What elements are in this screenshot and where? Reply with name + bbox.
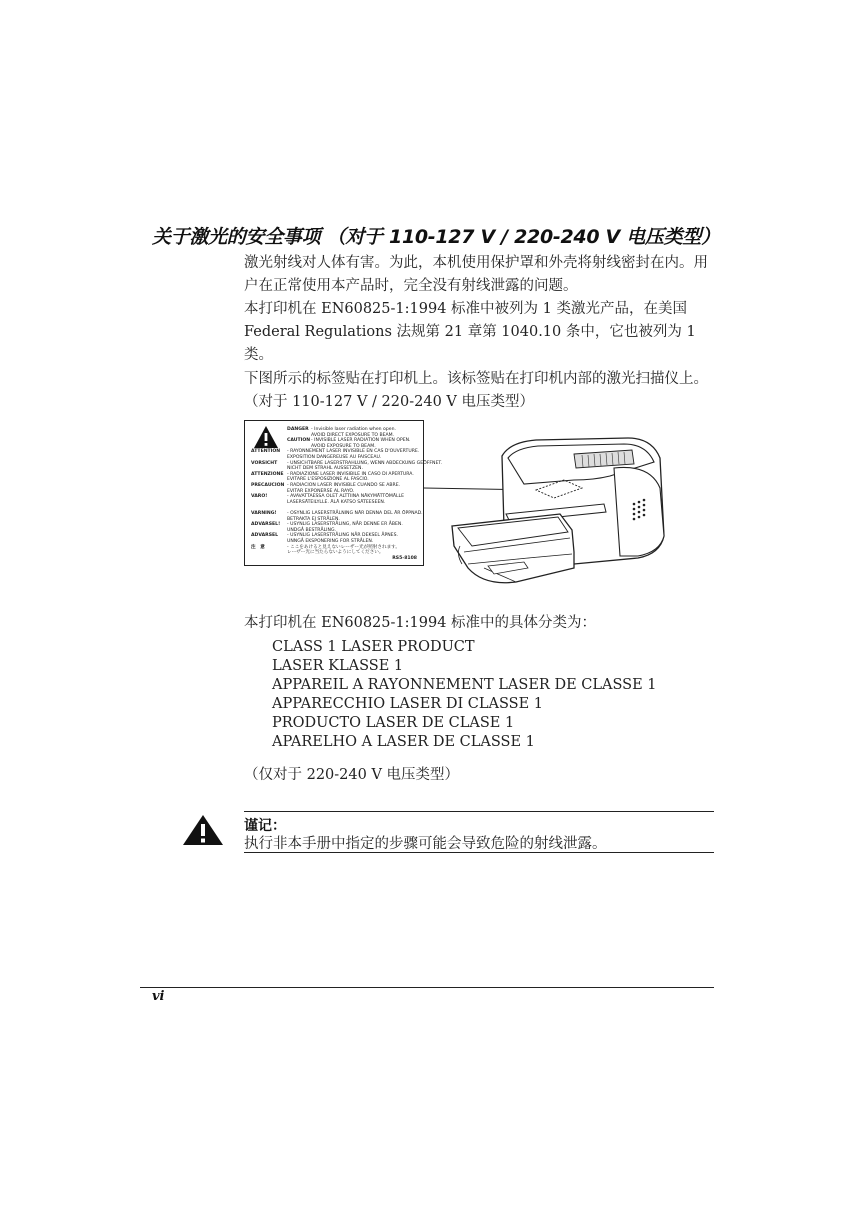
- label-language-key: DANGER: [287, 427, 309, 432]
- label-row: [245, 550, 423, 556]
- class-item: LASER KLASSE 1: [272, 658, 404, 674]
- label-warning-text: LASERSÄTEILYLLE. ÄLÄ KATSO SÄTEESEEN.: [287, 499, 386, 505]
- class-item: APPARECCHIO LASER DI CLASSE 1: [272, 696, 544, 712]
- label-warning-text: レーザー光に当たらないようにしてください。: [287, 550, 384, 556]
- label-warning-text: UNNGÅ EKSPONERING FOR STRÅLEN.: [287, 539, 374, 544]
- label-language-key: ATTENZIONE: [251, 471, 284, 477]
- label-language-key: VORSICHT: [251, 460, 278, 466]
- label-warning-text: NICHT DEM STRAHL AUSSETZEN.: [287, 466, 363, 472]
- label-warning-text: EVITARE L'ESPOSIZIONE AL FASCIO.: [287, 477, 369, 483]
- label-language-key: ATTENTION: [251, 449, 281, 455]
- laser-warning-label: [244, 420, 443, 566]
- label-code: RS5-8108: [392, 556, 417, 561]
- label-warning-text: UNDGÅ BESTRÅLING.: [287, 527, 336, 533]
- label-warning-text: - RAYONNEMENT LASER INVISIBLE EN CAS D'OUVERTURE.: [287, 449, 420, 455]
- label-warning-text: - ここをあけると見えないレーザー光が照射されます。: [287, 544, 401, 550]
- classification-paragraph: 本打印机在 EN60825-1:1994 标准中被列为 1 类激光产品，在美国 Federal Regulations 法规第 21 章第 1040.10 条中，它也被列为 1 类。: [244, 301, 696, 363]
- label-language-key: PRECAUCION: [251, 483, 285, 488]
- label-warning-text: BETRAKTA EJ STRÅLEN.: [287, 516, 340, 522]
- label-warning-text: - AVAVATTAESSA OLET ALTTIINA NÄKYMÄTTÖMÄLLE: [287, 494, 404, 500]
- label-warning-text: - UNSICHTBARE LASERSTRAHLUNG, WENN ABDECKUNG GEÖFFNET.: [287, 460, 443, 466]
- page-number: vi: [152, 989, 165, 1004]
- label-warning-text: - Invisible laser radiation when open.: [311, 427, 396, 432]
- caution-bottom-rule: [244, 852, 714, 853]
- label-warning-text: AVOID DIRECT EXPOSURE TO BEAM.: [311, 432, 395, 438]
- label-warning-text: - USYNLIG LASERSTRÅLING NÅR DEKSEL ÅPNES.: [287, 533, 398, 539]
- class-item: APARELHO A LASER DE CLASSE 1: [272, 734, 535, 750]
- label-language-key: CAUTION: [287, 438, 311, 444]
- label-language-key: ADVARSEL: [251, 533, 279, 539]
- label-language-key: VARO!: [251, 494, 268, 500]
- footer-rule: [140, 987, 714, 988]
- label-warning-text: EVITAR EXPONERSE AL RAYO.: [287, 488, 355, 494]
- label-warning-text: - INVISIBLE LASER RADIATION WHEN OPEN.: [311, 438, 411, 444]
- caution-top-rule: [244, 811, 714, 812]
- laser-class-list: [272, 638, 712, 752]
- class-intro: 本打印机在 EN60825-1:1994 标准中的具体分类为：: [244, 615, 597, 631]
- label-warning-text: AVOID EXPOSURE TO BEAM.: [311, 443, 376, 449]
- label-location-paragraph: 下图所示的标签贴在打印机上。该标签贴在打印机内部的激光扫描仪上。（对于 110-127 V / 220-240 V 电压类型）: [244, 371, 708, 410]
- class-item: PRODUCTO LASER DE CLASE 1: [272, 715, 515, 731]
- caution-title: 谨记：: [244, 818, 286, 834]
- intro-paragraph: 激光射线对人体有害。为此，本机使用保护罩和外壳将射线密封在内。用户在正常使用本产品时，完全没有射线泄露的问题。: [244, 255, 708, 294]
- label-warning-text: EXPOSITION DANGEREUSE AU FAISCEAU.: [287, 455, 382, 460]
- class-item: CLASS 1 LASER PRODUCT: [272, 639, 475, 655]
- class-item: APPAREIL A RAYONNEMENT LASER DE CLASSE 1: [272, 677, 657, 693]
- label-warning-text: - USYNLIG LASERSTRÅLING, NÅR DENNE ER ÅBEN.: [287, 522, 403, 528]
- label-language-key: 注 意: [251, 544, 265, 550]
- printer-illustration: [424, 418, 674, 594]
- voltage-note: （仅对于 220-240 V 电压类型）: [244, 767, 460, 783]
- label-language-key: VARNING!: [251, 511, 277, 516]
- label-warning-text: - RADIACION LASER INVISIBLE CUANDO SE ABRE.: [287, 483, 401, 488]
- label-warning-text: - OSYNLIG LASERSTRÅLNING NÄR DENNA DEL ÄR ÖPPNAD.: [287, 511, 423, 516]
- caution-text: 执行非本手册中指定的步骤可能会导致危险的射线泄露。: [244, 836, 607, 852]
- section-heading: 关于激光的安全事项 （对于 110-127 V / 220-240 V 电压类型）: [152, 226, 720, 248]
- caution-triangle-icon: [182, 814, 224, 846]
- label-language-key: ADVARSEL!: [251, 522, 281, 528]
- label-warning-text: - RADIAZIONE LASER INVISIBILE IN CASO DI APERTURA.: [287, 471, 414, 477]
